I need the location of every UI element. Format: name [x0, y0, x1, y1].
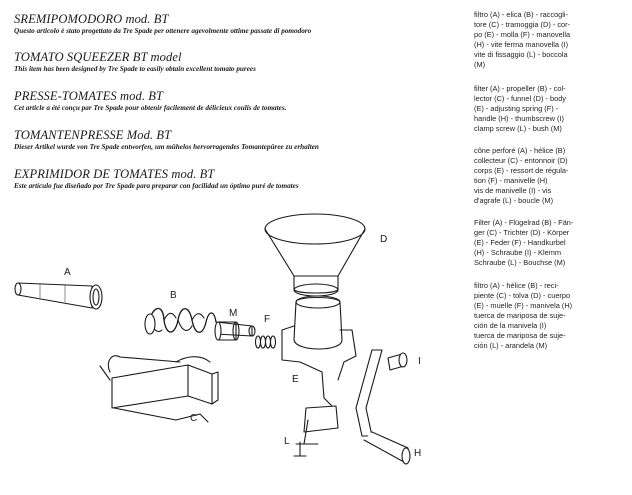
- heading-subtitle: This item has been designed by Tre Spade to easily obtain excellent tomato purees: [14, 65, 256, 73]
- label-f: F: [264, 314, 271, 325]
- heading-title: TOMANTENPRESSE Mod. BT: [14, 128, 172, 142]
- heading-subtitle: Dieser Artikel wurde von Tre Spade entworfen, um mühelos hervorragendes Tomantepüree zu erhalten: [14, 143, 319, 151]
- part-a-filter-cone: [15, 283, 102, 309]
- label-i: I: [418, 356, 421, 367]
- legend-de: Filter (A) - Flügelrad (B) - Fän- ger (C) - Trichter (D) - Körper (E) - Feder (F) - Handkurbel (H) - Schraube (I) - Klemm Schraube (L) - Bouchse (M): [474, 218, 574, 267]
- heading-subtitle: Cet article a été conçu par Tre Spade pour obtenir facilement de délicieux coulis de tomates.: [14, 104, 287, 112]
- legend-es: filtro (A) - hélice (B) - reci- piente (C) - tolva (D) - cuerpo (E) - muelle (F) - manivela (H) tuerca de mariposa de suje- ción de la manivela (I) tuerca de mariposa de suje- ción (L) - arandela (M): [474, 281, 573, 350]
- heading-title: EXPRIMIDOR DE TOMATES mod. BT: [14, 167, 215, 181]
- label-h: H: [414, 448, 422, 459]
- part-d-funnel: [265, 214, 365, 296]
- label-e: E: [292, 374, 299, 385]
- part-c-collector: [100, 356, 218, 422]
- heading-subtitle: Este artículo fue diseñado por Tre Spade para preparar con facilidad un óptimo puré de tomates: [14, 182, 299, 190]
- heading-title: SREMIPOMODORO mod. BT: [14, 12, 169, 26]
- part-f-spring: [256, 336, 276, 348]
- label-l: L: [284, 436, 290, 447]
- legend-fr: cône perforé (A) - hélice (B) collecteur (C) - entonnoir (D) corps (E) - ressort de régula- tion (F) - manivelle (H) vis de manivelle (I) - vis d'agrafe (L) - boucle (M): [474, 146, 569, 205]
- label-c: C: [190, 413, 198, 424]
- part-i-thumbscrew: [388, 353, 407, 370]
- legend-en: filter (A) - propeller (B) - col- lector (C) - funnel (D) - body (E) - adjusting spring (F) - handle (H) - thumbscrew (I) clamp screw (L) - bush (M): [474, 84, 566, 133]
- legend-it: filtro (A) - elica (B) - raccogli- tore (C) - tramoggia (D) - cor- po (E) - molla (F) - manovella (H) - vite ferma manovella (I) vite di fissaggio (L) - boccola (M): [474, 10, 571, 69]
- label-m: M: [229, 308, 238, 319]
- label-d: D: [380, 234, 388, 245]
- part-e-body: [282, 296, 356, 444]
- heading-title: TOMATO SQUEEZER BT model: [14, 50, 182, 64]
- label-a: A: [64, 267, 71, 278]
- label-b: B: [170, 290, 177, 301]
- heading-title: PRESSE-TOMATES mod. BT: [14, 89, 164, 103]
- heading-subtitle: Questo articolo è stato progettato da Tre Spade per ottenere agevolmente ottime passate di pomodoro: [14, 27, 312, 35]
